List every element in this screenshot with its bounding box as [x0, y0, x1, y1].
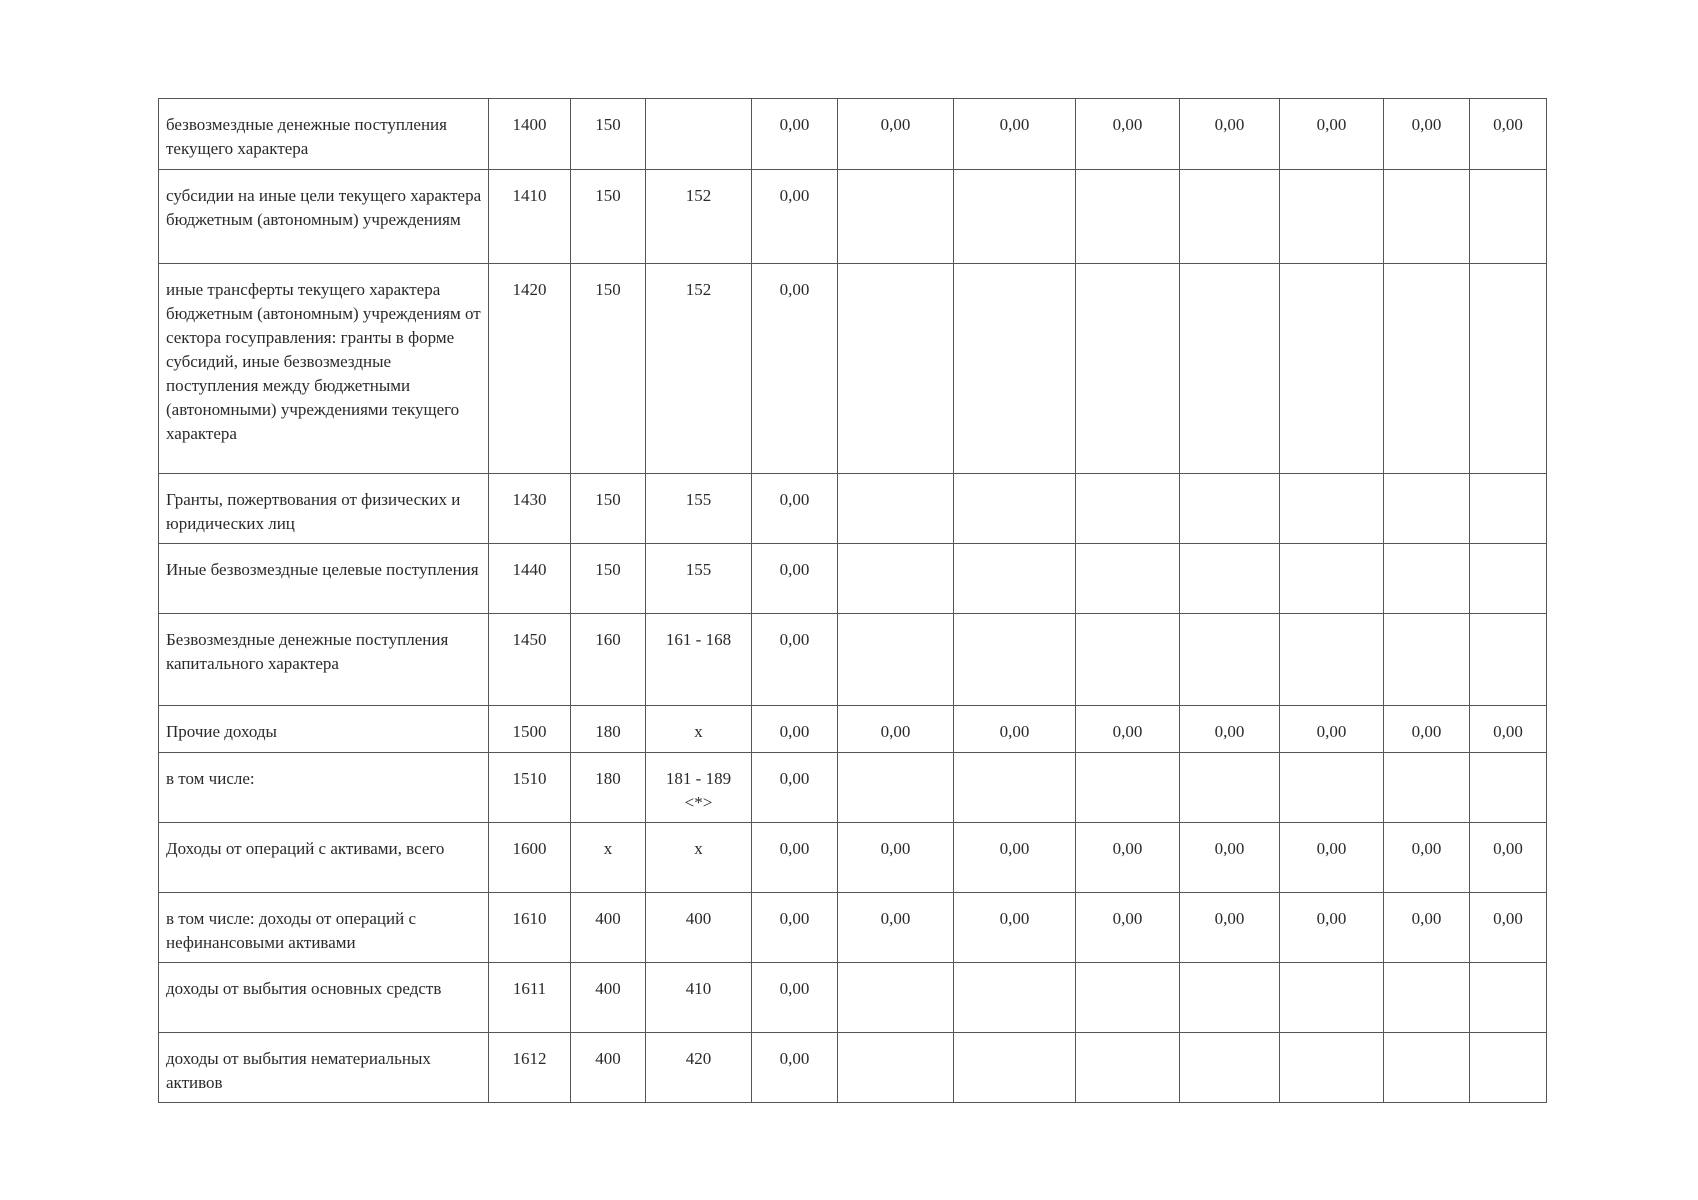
row-code-cell: 1410	[489, 170, 571, 264]
row-name-cell: Безвозмездные денежные поступления капитального характера	[159, 614, 489, 706]
amount-cell	[1280, 474, 1384, 544]
amount-cell	[1180, 544, 1280, 614]
amount-cell	[1384, 170, 1470, 264]
amount-cell	[1384, 544, 1470, 614]
income-table	[158, 98, 1547, 1103]
amount-cell	[1076, 753, 1180, 823]
amount-cell	[1280, 264, 1384, 474]
table-row	[159, 544, 1547, 614]
amount-cell	[1280, 963, 1384, 1033]
sub-kosgu-cell: 152	[646, 170, 752, 264]
amount-cell	[838, 614, 954, 706]
amount-cell: 0,00	[1280, 893, 1384, 963]
amount-cell: 0,00	[1076, 706, 1180, 753]
amount-cell	[838, 264, 954, 474]
row-code-cell: 1420	[489, 264, 571, 474]
amount-cell: 0,00	[954, 99, 1076, 170]
sub-kosgu-cell: 410	[646, 963, 752, 1033]
amount-cell	[1076, 544, 1180, 614]
amount-cell	[1180, 474, 1280, 544]
sub-kosgu-cell: 181 - 189 <*>	[646, 753, 752, 823]
amount-cell: 0,00	[1180, 99, 1280, 170]
row-code-cell: 1600	[489, 823, 571, 893]
amount-cell: 0,00	[752, 706, 838, 753]
amount-cell	[954, 474, 1076, 544]
amount-cell	[1470, 264, 1547, 474]
amount-cell	[838, 170, 954, 264]
amount-cell	[1076, 170, 1180, 264]
amount-cell	[1470, 1033, 1547, 1103]
row-name-cell: Гранты, пожертвования от физических и юридических лиц	[159, 474, 489, 544]
amount-cell	[954, 264, 1076, 474]
amount-cell: 0,00	[838, 893, 954, 963]
amount-cell: 0,00	[954, 893, 1076, 963]
kosgu-cell: 180	[571, 753, 646, 823]
amount-cell: 0,00	[1280, 823, 1384, 893]
table-row	[159, 753, 1547, 823]
row-code-cell: 1611	[489, 963, 571, 1033]
table-row	[159, 264, 1547, 474]
amount-cell: 0,00	[1470, 823, 1547, 893]
amount-cell	[1384, 474, 1470, 544]
amount-cell: 0,00	[1384, 706, 1470, 753]
amount-cell: 0,00	[752, 99, 838, 170]
amount-cell	[1470, 474, 1547, 544]
amount-cell	[1384, 264, 1470, 474]
amount-cell	[1076, 1033, 1180, 1103]
amount-cell: 0,00	[1280, 706, 1384, 753]
table-row	[159, 706, 1547, 753]
row-code-cell: 1400	[489, 99, 571, 170]
sub-kosgu-cell: х	[646, 706, 752, 753]
amount-cell	[838, 753, 954, 823]
amount-cell	[1076, 963, 1180, 1033]
row-name-cell: Прочие доходы	[159, 706, 489, 753]
amount-cell	[1180, 753, 1280, 823]
amount-cell	[838, 1033, 954, 1103]
amount-cell: 0,00	[752, 753, 838, 823]
amount-cell	[954, 1033, 1076, 1103]
table-row	[159, 823, 1547, 893]
row-name-cell: в том числе:	[159, 753, 489, 823]
amount-cell: 0,00	[1384, 893, 1470, 963]
row-name-cell: субсидии на иные цели текущего характера бюджетным (автономным) учреждениям	[159, 170, 489, 264]
kosgu-cell: 400	[571, 893, 646, 963]
kosgu-cell: 150	[571, 544, 646, 614]
amount-cell	[954, 170, 1076, 264]
amount-cell	[838, 544, 954, 614]
amount-cell	[1470, 753, 1547, 823]
kosgu-cell: 400	[571, 963, 646, 1033]
row-code-cell: 1430	[489, 474, 571, 544]
amount-cell	[1384, 1033, 1470, 1103]
kosgu-cell: 160	[571, 614, 646, 706]
table-row	[159, 963, 1547, 1033]
amount-cell: 0,00	[752, 963, 838, 1033]
sub-kosgu-cell: 155	[646, 544, 752, 614]
amount-cell: 0,00	[752, 614, 838, 706]
amount-cell: 0,00	[1384, 99, 1470, 170]
amount-cell: 0,00	[954, 706, 1076, 753]
amount-cell: 0,00	[838, 823, 954, 893]
amount-cell: 0,00	[1470, 99, 1547, 170]
row-code-cell: 1450	[489, 614, 571, 706]
amount-cell	[1280, 544, 1384, 614]
amount-cell	[1076, 474, 1180, 544]
amount-cell: 0,00	[752, 474, 838, 544]
amount-cell	[1280, 753, 1384, 823]
amount-cell	[1384, 753, 1470, 823]
amount-cell	[1280, 1033, 1384, 1103]
amount-cell	[1280, 170, 1384, 264]
kosgu-cell: 150	[571, 170, 646, 264]
amount-cell: 0,00	[1076, 823, 1180, 893]
sub-kosgu-cell: 400	[646, 893, 752, 963]
amount-cell	[1384, 614, 1470, 706]
row-code-cell: 1510	[489, 753, 571, 823]
amount-cell	[1076, 264, 1180, 474]
sub-kosgu-cell: х	[646, 823, 752, 893]
table-row	[159, 99, 1547, 170]
amount-cell: 0,00	[1280, 99, 1384, 170]
amount-cell: 0,00	[1180, 706, 1280, 753]
amount-cell: 0,00	[752, 893, 838, 963]
amount-cell	[838, 474, 954, 544]
sub-kosgu-cell: 152	[646, 264, 752, 474]
amount-cell: 0,00	[752, 544, 838, 614]
amount-cell	[1076, 614, 1180, 706]
amount-cell: 0,00	[838, 99, 954, 170]
amount-cell: 0,00	[752, 1033, 838, 1103]
amount-cell	[1470, 544, 1547, 614]
amount-cell: 0,00	[1180, 893, 1280, 963]
amount-cell	[1180, 264, 1280, 474]
row-name-cell: доходы от выбытия нематериальных активов	[159, 1033, 489, 1103]
amount-cell	[1470, 614, 1547, 706]
table-row	[159, 893, 1547, 963]
sub-kosgu-cell	[646, 99, 752, 170]
amount-cell: 0,00	[838, 706, 954, 753]
amount-cell	[1180, 614, 1280, 706]
row-name-cell: доходы от выбытия основных средств	[159, 963, 489, 1033]
amount-cell	[1180, 963, 1280, 1033]
amount-cell	[1384, 963, 1470, 1033]
sub-kosgu-cell: 161 - 168	[646, 614, 752, 706]
table-row	[159, 614, 1547, 706]
row-code-cell: 1440	[489, 544, 571, 614]
kosgu-cell: х	[571, 823, 646, 893]
amount-cell: 0,00	[954, 823, 1076, 893]
amount-cell	[1470, 170, 1547, 264]
amount-cell	[1180, 1033, 1280, 1103]
amount-cell	[1280, 614, 1384, 706]
row-name-cell: иные трансферты текущего характера бюджетным (автономным) учреждениям от сектора госуправления: гранты в форме субсидий, иные безвозмездные поступления между бюджетными (автономными) учреждениями текущего характера	[159, 264, 489, 474]
kosgu-cell: 180	[571, 706, 646, 753]
sub-kosgu-cell: 420	[646, 1033, 752, 1103]
amount-cell	[1470, 963, 1547, 1033]
row-name-cell: Доходы от операций с активами, всего	[159, 823, 489, 893]
row-code-cell: 1612	[489, 1033, 571, 1103]
amount-cell: 0,00	[1470, 893, 1547, 963]
kosgu-cell: 150	[571, 264, 646, 474]
row-name-cell: безвозмездные денежные поступления текущего характера	[159, 99, 489, 170]
amount-cell	[1180, 170, 1280, 264]
amount-cell: 0,00	[752, 823, 838, 893]
kosgu-cell: 400	[571, 1033, 646, 1103]
sub-kosgu-cell: 155	[646, 474, 752, 544]
row-name-cell: в том числе: доходы от операций с нефинансовыми активами	[159, 893, 489, 963]
amount-cell	[954, 963, 1076, 1033]
table-row	[159, 474, 1547, 544]
amount-cell	[954, 614, 1076, 706]
row-code-cell: 1500	[489, 706, 571, 753]
table-row	[159, 170, 1547, 264]
row-name-cell: Иные безвозмездные целевые поступления	[159, 544, 489, 614]
kosgu-cell: 150	[571, 99, 646, 170]
amount-cell: 0,00	[1470, 706, 1547, 753]
row-code-cell: 1610	[489, 893, 571, 963]
amount-cell	[838, 963, 954, 1033]
amount-cell: 0,00	[1384, 823, 1470, 893]
amount-cell: 0,00	[1180, 823, 1280, 893]
amount-cell	[954, 753, 1076, 823]
amount-cell: 0,00	[1076, 99, 1180, 170]
amount-cell: 0,00	[1076, 893, 1180, 963]
amount-cell	[954, 544, 1076, 614]
table-row	[159, 1033, 1547, 1103]
amount-cell: 0,00	[752, 170, 838, 264]
amount-cell: 0,00	[752, 264, 838, 474]
kosgu-cell: 150	[571, 474, 646, 544]
